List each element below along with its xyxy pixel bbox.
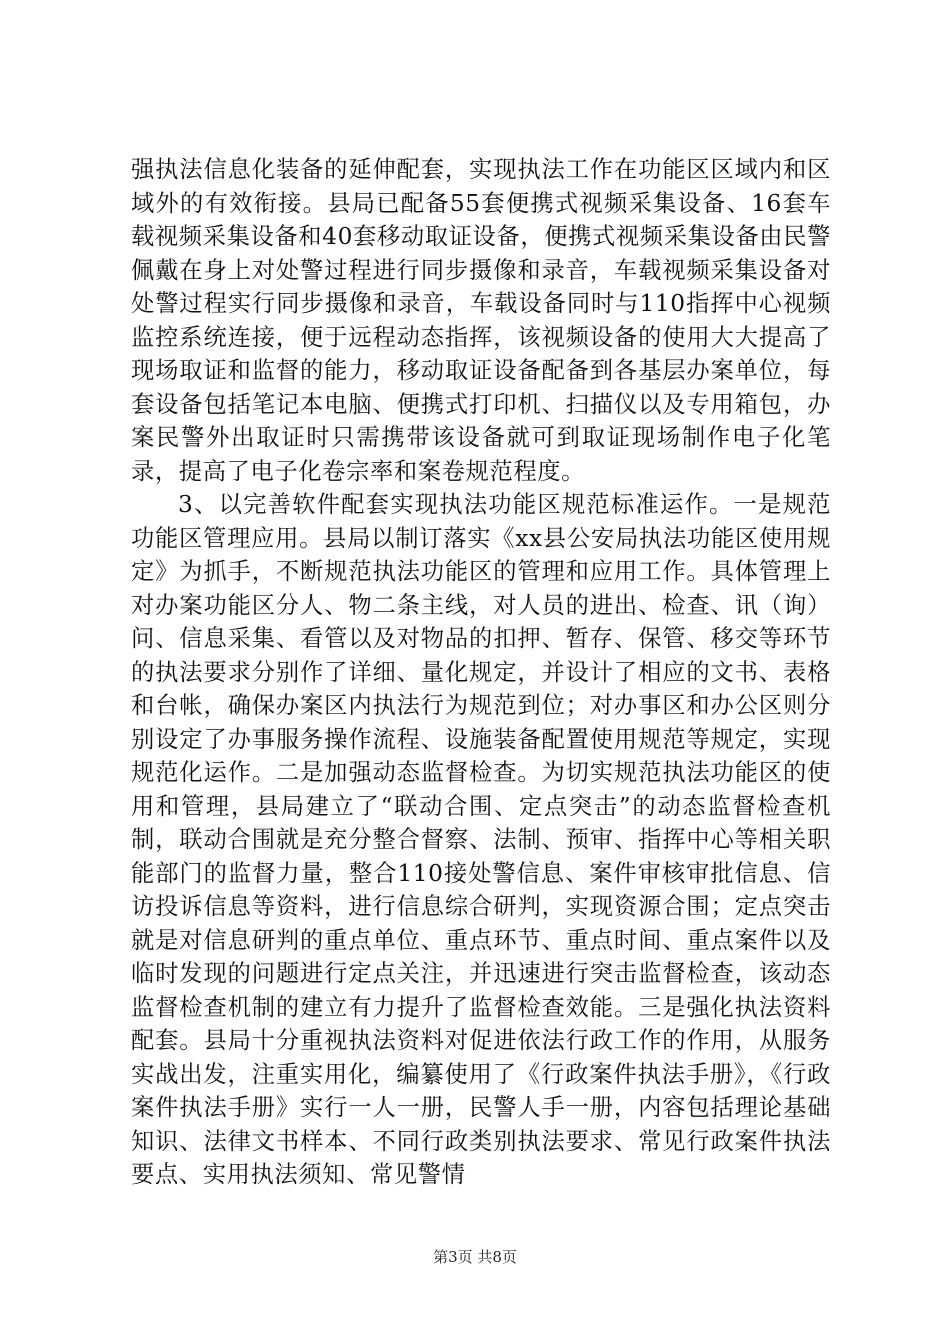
paragraph-section-3: 3、以完善软件配套实现执法功能区规范标准运作。一是规范功能区管理应用。县局以制订落实《xx县公安局执法功能区使用规定》为抓手，不断规范执法功能区的管理和应用工作。具体管理上对办案功能区分人、物二条主线，对人员的进出、检查、讯（询）问、信息采集、看管以及对物品的扣押、暂存、保管、移交等环节的执法要求分别作了详细、量化规定，并设计了相应的文书、表格和台帐，确保办案区内执法行为规范到位；对办事区和办公区则分别设定了办事服务操作流程、设施装备配置使用规范等规定，实现规范化运作。二是加强动态监督检查。为切实规范执法功能区的使用和管理，县局建立了“联动合围、定点突击”的动态监督检查机制，联动合围就是充分整合督察、法制、预审、指挥中心等相关职能部门的监督力量，整合110接处警信息、案件审核审批信息、信访投诉信息等资料，进行信息综合研判，实现资源合围；定点突击就是对信息研判的重点单位、重点环节、重点时间、重点案件以及临时发现的问题进行定点关注，并迅速进行突击监督检查，该动态监督检查机制的建立有力提升了监督检查效能。三是强化执法资料配套。县局十分重视执法资料对促进依法行政工作的作用，从服务实战出发，注重实用化，编纂使用了《行政案件执法手册》，《行政案件执法手册》实行一人一册，民警人手一册，内容包括理论基础知识、法律文书样本、不同行政类别执法要求、常见行政案件执法要点、实用执法须知、常见警情 (131, 491, 831, 1188)
document-body (131, 153, 831, 1192)
paragraph-continuation: 强执法信息化装备的延伸配套，实现执法工作在功能区区域内和区域外的有效衔接。县局已配备55套便携式视频采集设备、16套车载视频采集设备和40套移动取证设备，便携式视频采集设备由民警佩戴在身上对处警过程进行同步摄像和录音，车载视频采集设备对处警过程实行同步摄像和录音，车载设备同时与110指挥中心视频监控系统连接，便于远程动态指挥，该视频设备的使用大大提高了现场取证和监督的能力，移动取证设备配备到各基层办案单位，每套设备包括笔记本电脑、便携式打印机、扫描仪以及专用箱包，办案民警外出取证时只需携带该设备就可到取证现场制作电子化笔录，提高了电子化卷宗率和案卷规范程度。 (131, 156, 831, 485)
page-footer: 第3页 共8页 (433, 1248, 517, 1266)
